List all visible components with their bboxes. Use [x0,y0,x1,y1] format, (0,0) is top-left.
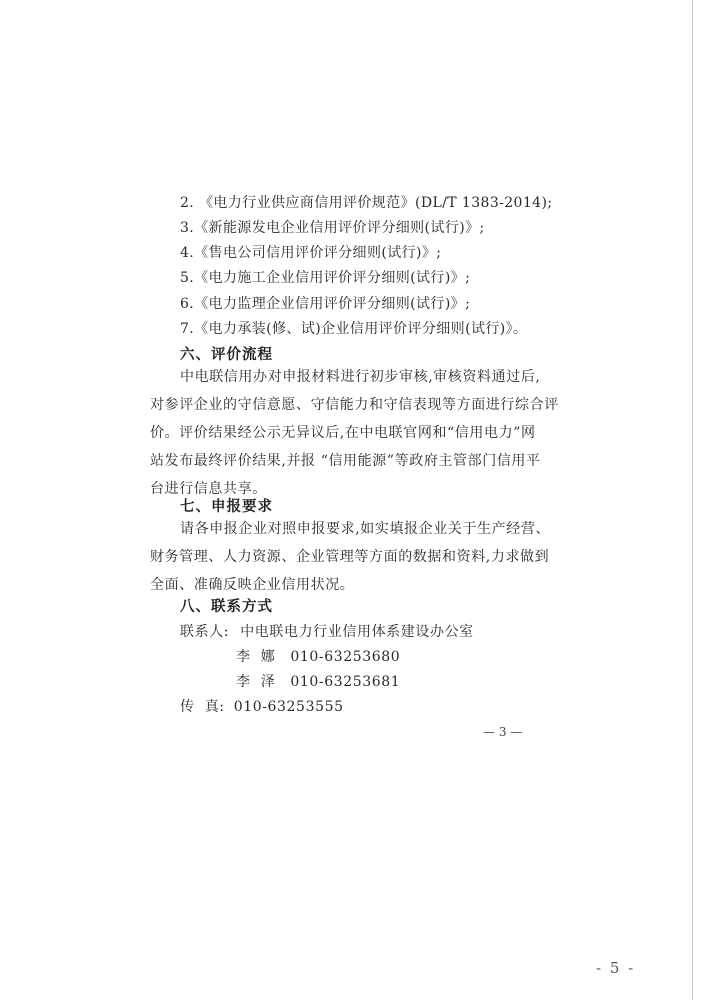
person-2-name: 李 泽 [236,674,276,690]
page-edge-line [692,0,693,1000]
section-7-body [150,515,550,599]
fax-number: 010-63253555 [233,699,344,715]
reference-item-6: 6.《电力监理企业信用评价评分细则(试行)》; [180,296,471,312]
section-6-line-2: 对参评企业的守信意愿、守信能力和守信表现等方面进行综合评 [150,397,559,413]
section-8-heading: 八、联系方式 [180,599,273,615]
person-1-phone: 010-63253680 [290,649,401,665]
reference-item-7: 7.《电力承装(修、试)企业信用评价评分细则(试行)》。 [180,321,528,337]
fax-label: 传 真: [180,699,225,715]
outer-page-number: - 5 - [596,959,636,977]
section-6-line-4: 站发布最终评价结果,并报 “信用能源”等政府主管部门信用平 [150,453,541,469]
section-6-body [150,363,559,503]
reference-item-4: 4.《售电公司信用评价评分细则(试行)》; [180,245,442,261]
contact-row [180,622,474,642]
section-7-line-3: 全面、准确反映企业信用状况。 [150,577,355,593]
section-6-line-3: 价。评价结果经公示无异议后,在中电联官网和“信用电力”网 [150,425,536,441]
section-7-line-2: 财务管理、人力资源、企业管理等方面的数据和资料,力求做到 [150,549,550,565]
section-7-line-1: 请各申报企业对照申报要求,如实填报企业关于生产经营、 [180,521,551,537]
person-2-phone: 010-63253681 [290,674,401,690]
section-6-line-5: 台进行信息共享。 [150,481,267,497]
contact-person-1 [236,647,400,667]
inner-page-number: — 3 — [483,725,523,739]
fax-row [180,697,344,717]
section-7-heading: 七、申报要求 [180,499,273,515]
contact-label: 联系人: [180,624,230,640]
reference-item-3: 3.《新能源发电企业信用评价评分细则(试行)》; [180,220,485,236]
reference-item-2: 2. 《电力行业供应商信用评价规范》(DL/T 1383-2014); [180,195,553,211]
section-6-heading: 六、评价流程 [180,347,273,363]
person-1-name: 李 娜 [236,649,276,665]
contact-org: 中电联电力行业信用体系建设办公室 [240,624,474,640]
reference-item-5: 5.《电力施工企业信用评价评分细则(试行)》; [180,270,471,286]
contact-person-2 [236,672,400,692]
section-6-line-1: 中电联信用办对申报材料进行初步审核,审核资料通过后, [180,369,541,385]
